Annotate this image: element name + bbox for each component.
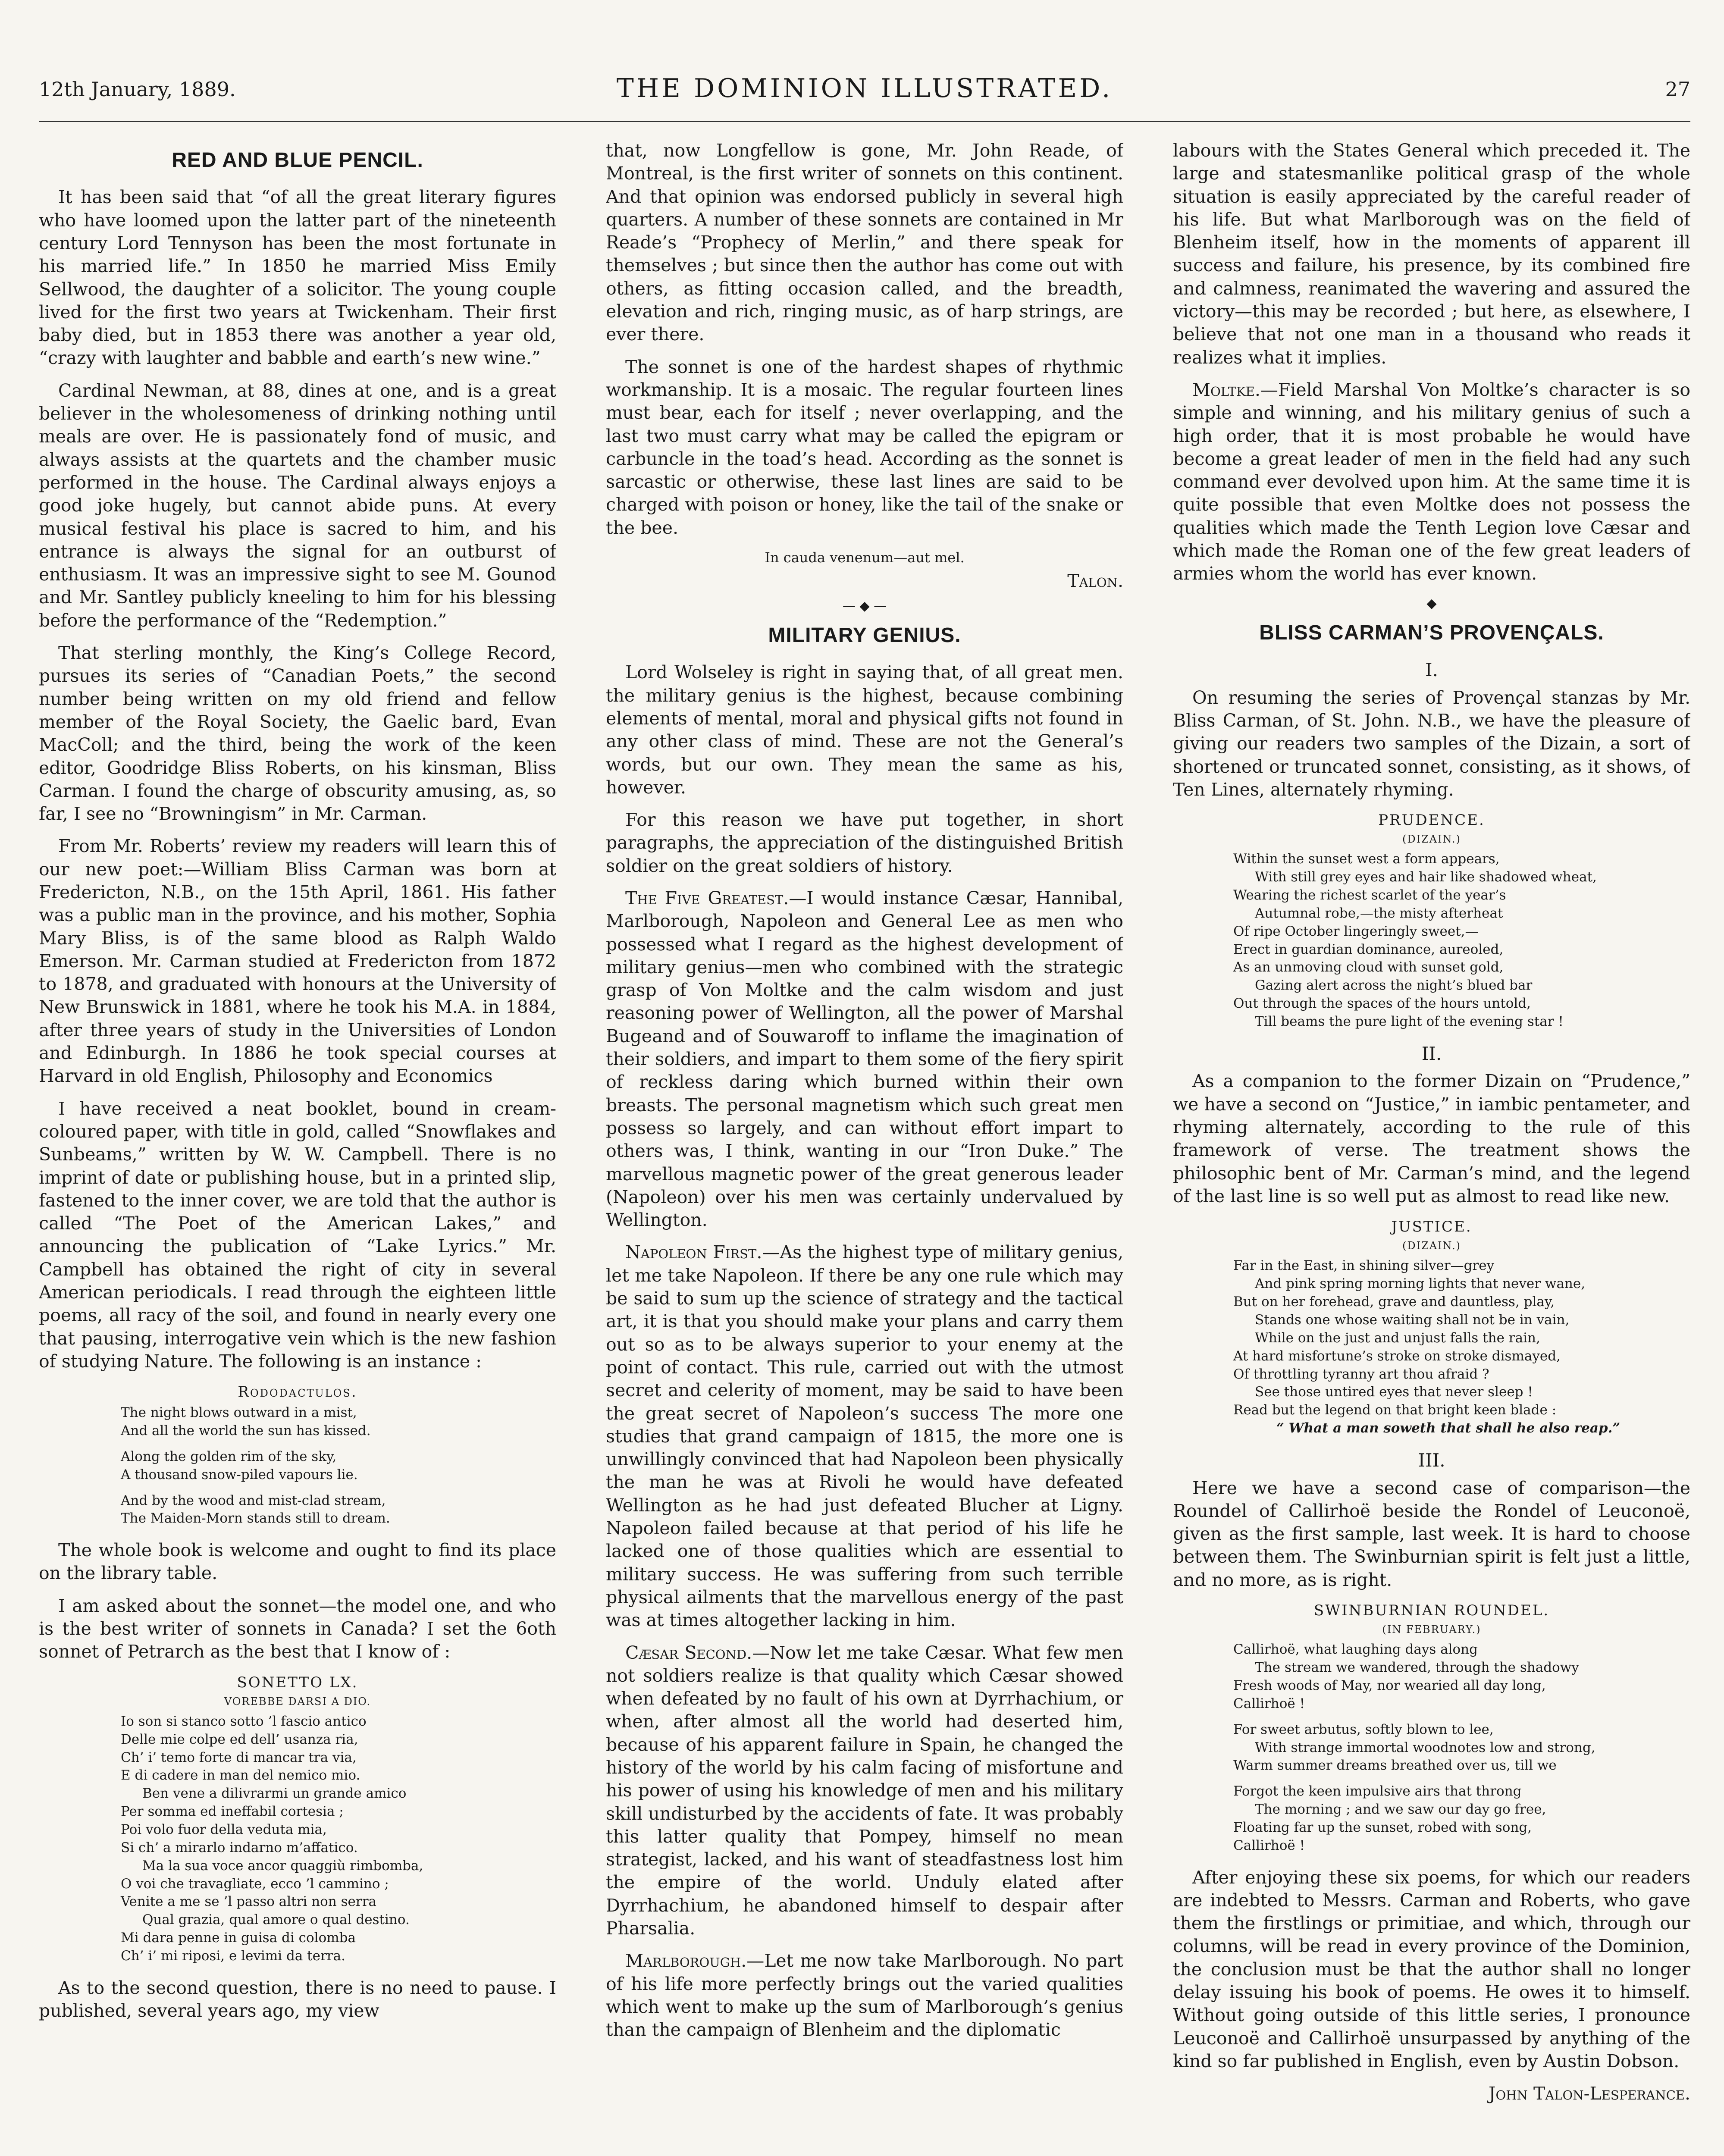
poem-line: Far in the East, in shining silver—grey [1233, 1258, 1495, 1274]
column-left [39, 139, 556, 2156]
section-number: III. [1418, 1449, 1445, 1471]
paragraph-body: —Now let me take Cæsar. What few men not soldiers realize is that quality which Cæsar showed when defeated by no fault of his own at Dyrrhachium, or when, after almost all the world had deserted him, because of his apparent failure in Spain, he changed the history of the world by his calm facing of misfortune and his power of using his knowledge of men and his military skill undisturbed by the accidents of fate. It was probably this latter quality that Pompey, himself no mean strategist, lacked, and his want of steadfastness lost him the empire of the world. Unduly elated after Dyrrhachium, he abandoned himself to despair after Pharsalia. [606, 1642, 1123, 1939]
paragraph: It has been said that “of all the great literary figures who have loomed upon the latter part of the nineteenth century Lord Tennyson has been the most fortunate in his married life.” In 1850 he married Miss Emily Sellwood, the daughter of a solicitor. The young couple lived for the first two years at Twickenham. Their first baby died, but in 1853 there was another a year old, “crazy with laughter and babble and earth’s new wine.” [39, 187, 556, 369]
poem-line: But on her forehead, grave and dauntless, play, [1233, 1294, 1555, 1310]
publication-title: THE DOMINION ILLUSTRATED. [616, 73, 1113, 103]
author-signature: Talon. [1067, 570, 1123, 591]
poem-line: Out through the spaces of the hours untold, [1233, 996, 1531, 1012]
latin-quote: In cauda venenum—aut mel. [765, 549, 965, 566]
paragraph [1173, 379, 1690, 586]
poem-justice [1173, 1217, 1690, 1438]
poem-line: Si ch’ a mirarlo indarno m’affatico. [121, 1839, 358, 1855]
poem-title: JUSTICE. [1391, 1218, 1472, 1236]
paragraph: As to the second question, there is no need to pause. I published, several years ago, my view [39, 1977, 556, 2021]
poem-line: Ben vene a dilivrarmi un grande amico [142, 1786, 407, 1802]
poem-line: E di cadere in man del nemico mio. [121, 1767, 360, 1783]
poem-line-italic: “ What a man soweth that shall he also reap.” [1276, 1420, 1621, 1436]
poem-line: At hard misfortune’s stroke on stroke dismayed, [1233, 1348, 1561, 1364]
paragraph-body: —As the highest type of military genius, let me take Napoleon. If there be any one rule which may be said to sum up the science of strategy and the tactical art, it is that you should make your plans and carry them out so as to be always superior to your enemy at the point of contact. This rule, carried out with the utmost secret and celerity of moment, may be said to have been the great secret of Napoleon’s success The more one studies that grand campaign of 1815, the more one is unwillingly convinced that had Napoleon been physically the man he was at Rivoli he would have defeated Wellington as he had just defeated Blucher at Ligny. Napoleon failed because at that period of his life he lacked one of those qualities which are essential to military success. He was suffering from such terrible physical ailments that the marvellous energy of the past was at times altogether lacking in him. [606, 1242, 1123, 1631]
paragraph: Here we have a second case of comparison—the Roundel of Callirhoë beside the Rondel of Leuconoë, given as the first sample, last week. It is hard to choose between them. The Swinburnian spirit is felt just a little, and no more, as is right. [1173, 1477, 1690, 1590]
poem-line: Till beams the pure light of the evening star ! [1255, 1013, 1564, 1029]
poem-line: A thousand snow-piled vapours lie. [121, 1467, 358, 1482]
paragraph: labours with the States General which preceded it. The large and statesmanlike political grasp of the whole situation is easily appreciated by the careful reader of his life. But what Marlborough was on the field of Blenheim itself, how in the moments of apparent ill success and failure, his presence, by its combined fire and calmness, reanimated the wavering and assured the victory—this may be recorded ; but here, as elsewhere, I believe that not one man in a thousand who reads it realizes what it implies. [1173, 140, 1690, 368]
poem-swinburnian-roundel [1173, 1601, 1690, 1855]
poem-line: Poi volo fuor della veduta mia, [121, 1822, 327, 1838]
poem-line: And all the world the sun has kissed. [121, 1423, 371, 1438]
paragraph: I have received a neat booklet, bound in cream-coloured paper, with title in gold, called “Snowflakes and Sunbeams,” written by W. W. Campbell. There is no imprint of date or publishing house, but in a printed slip, fastened to the inner cover, we are told that the author is called “The Poet of the American Lakes,” and announcing the publication of “Lake Lyrics.” Mr. Campbell has obtained the right of city in several American periodicals. I read through the eighteen little poems, all racy of the soil, and found in nearly every one that pausing, interrogative vein which is the new fashion of studying Nature. The following is an instance : [39, 1098, 556, 1372]
paragraph: The whole book is welcome and ought to find its place on the library table. [39, 1540, 556, 1584]
poem-line: Callirhoë ! [1233, 1837, 1305, 1853]
poem-line: The night blows outward in a mist, [121, 1405, 357, 1421]
poem-subtitle: (DIZAIN.) [1402, 833, 1461, 845]
poem-line: And by the wood and mist-clad stream, [121, 1492, 386, 1508]
paragraph-lead: Cæsar Second. [625, 1642, 752, 1663]
paragraph: that, now Longfellow is gone, Mr. John Reade, of Montreal, is the first writer of sonnets on this continent. And that opinion was endorsed publicly in several high quarters. A number of these sonnets are contained in Mr Reade’s “Prophecy of Merlin,” and there speak for themselves ; but since then the author has come out with others, as fitting occasion called, and the breadth, elevation and rich, ringing music, as of harp strings, are ever there. [606, 140, 1123, 345]
section-divider: — ◆ — [842, 598, 887, 614]
poem-line: Callirhoë, what laughing days along [1233, 1642, 1478, 1658]
poem-line: Qual grazia, qual amore o qual destino. [142, 1912, 410, 1928]
poem-line: Venite a me se ’l passo altri non serra [121, 1894, 377, 1910]
paragraph: I am asked about the sonnet—the model one, and who is the best writer of sonnets in Canada? I set the 6oth sonnet of Petrarch as the best that I know of : [39, 1595, 556, 1662]
poem-line: Fresh woods of May, nor wearied all day long, [1233, 1677, 1546, 1693]
poem-line: Ma la sua voce ancor quaggiù rimbomba, [142, 1858, 423, 1874]
poem-prudence [1173, 811, 1690, 1031]
paragraph [606, 1642, 1123, 1940]
paragraph-lead: Moltke. [1192, 379, 1260, 400]
paragraph: After enjoying these six poems, for which our readers are indebted to Messrs. Carman and Roberts, who gave them the firstlings or primitiae, and which, through our columns, will be read in every province of the Dominion, the conclusion must be that the author shall no longer delay issuing his book of poems. He owes it to himself. Without going outside of this little series, I pronounce Leuconoë and Callirhoë unsurpassed by anything of the kind so far published in English, even by Austin Dobson. [1173, 1867, 1690, 2071]
paragraph-lead: The Five Greatest. [625, 888, 789, 909]
poem-line: And pink spring morning lights that never wane, [1255, 1276, 1586, 1292]
poem-line: Forgot the keen impulsive airs that throng [1233, 1783, 1522, 1799]
poem-line: Of ripe October lingeringly sweet,— [1233, 923, 1479, 939]
poem-line: Ch’ i’ mi riposi, e levimi da terra. [121, 1948, 345, 1964]
newspaper-page [39, 65, 1690, 2156]
masthead [39, 65, 1690, 122]
paragraph: Lord Wolseley is right in saying that, of all great men. the military genius is the highest, because combining elements of mental, moral and physical gifts not found in any other class of mind. These are not the General’s words, but our own. They mean the same as his, however. [606, 662, 1123, 798]
poem-line: Floating far up the sunset, robed with song, [1233, 1819, 1532, 1835]
page-number: 27 [1665, 78, 1690, 101]
paragraph-body: —Let me now take Marlborough. No part of his life more perfectly brings out the varied qualities which went to make up the sum of Marlborough’s genius than the campaign of Blenheim and the diplomatic [606, 1950, 1123, 2040]
poem-title: Rododactulos. [238, 1383, 357, 1401]
poem-line: The morning ; and we saw our day go free, [1255, 1802, 1546, 1818]
paragraph: Cardinal Newman, at 88, dines at one, and is a great believer in the wholesomeness of drinking nothing until meals are over. He is passionately fond of music, and always assists at the quartets and the chamber music performed in the house. The Cardinal always enjoys a good joke hugely, but cannot abide puns. At every musical festival his place is sacred to him, and his entrance is always the signal for an outburst of enthusiasm. It was an impressive sight to see M. Gounod and Mr. Santley publicly kneeling to him for his blessing before the performance of the “Redemption.” [39, 380, 556, 631]
paragraph: The sonnet is one of the hardest shapes of rhythmic workmanship. It is a mosaic. The regular fourteen lines must bear, each for itself ; never overlapping, and the last two must carry what may be called the epigram or carbuncle in the toad’s head. According as the sonnet is sarcastic or otherwise, these last lines are said to be charged with poison or honey, like the tail of the snake or the bee. [606, 356, 1123, 538]
poem-line: Gazing alert across the night’s blued bar [1255, 978, 1533, 993]
poem-line: With still grey eyes and hair like shadowed wheat, [1255, 869, 1597, 885]
article-heading-military-genius: MILITARY GENIUS. [768, 624, 961, 647]
poem-line: Warm summer dreams breathed over us, till we [1233, 1758, 1557, 1774]
paragraph: That sterling monthly, the King’s College Record, pursues its series of “Canadian Poets,” the second number being written on my old friend and fellow member of the Royal Society, the Gaelic bard, Evan MacColl; and the third, being the work of the keen editor, Goodridge Bliss Roberts, on his kinsman, Bliss Carman. I found the charge of obscurity amusing, as, so far, I see no “Browningism” in Mr. Carman. [39, 642, 556, 824]
poem-line: Io son si stanco sotto ’l fascio antico [121, 1713, 367, 1729]
paragraph [606, 1241, 1123, 1632]
poem-line: Ch’ i’ temo forte di mancar tra via, [121, 1749, 357, 1765]
poem-line: The Maiden-Morn stands still to dream. [121, 1510, 390, 1526]
paragraph-body: —Field Marshal Von Moltke’s character is so simple and winning, and his military genius of such a high order, that it is most probable he would have become a great leader of men in the field had any such command ever devolved upon him. At the same time it is quite possible that even Moltke does not possess the qualities which made the Tenth Legion love Cæsar and which made the Roman one of the few great leaders of armies whom the world has ever known. [1173, 379, 1690, 584]
poem-line: With strange immortal woodnotes low and strong, [1255, 1739, 1595, 1755]
poem-title: SWINBURNIAN ROUNDEL. [1313, 1602, 1550, 1619]
poem-line: Wearing the richest scarlet of the year’s [1233, 887, 1506, 903]
column-middle [606, 139, 1123, 2156]
poem-line: O voi che travagliate, ecco ’l cammino ; [121, 1876, 389, 1892]
paragraph: As a companion to the former Dizain on “Prudence,” we have a second on “Justice,” in iambic pentameter, and rhyming alternately, according to the rule of this framework of verse. The treatment shows the philosophic bent of Mr. Carman’s mind, and the legend of the last line is so well put as almost to read like new. [1173, 1071, 1690, 1206]
poem-sonetto-lx [39, 1673, 556, 1965]
paragraph-lead: Marlborough. [625, 1950, 747, 1971]
poem-title: SONETTO LX. [237, 1673, 358, 1691]
poem-line: Of throttling tyranny art thou afraid ? [1233, 1366, 1489, 1382]
poem-line: Autumnal robe,—the misty afterheat [1255, 905, 1503, 921]
section-divider: ◆ [1426, 595, 1437, 611]
paragraph: On resuming the series of Provençal stanzas by Mr. Bliss Carman, of St. John. N.B., we have the pleasure of giving our readers two samples of the Dizain, a sort of shortened or truncated sonnet, consisting, as it shows, of Ten Lines, alternately rhyming. [1173, 687, 1690, 800]
article-heading-bliss-carmans-provencals: BLISS CARMAN’S PROVENÇALS. [1259, 621, 1604, 644]
poem-line: The stream we wandered, through the shadowy [1255, 1660, 1579, 1676]
poem-line: Erect in guardian dominance, aureoled, [1233, 941, 1504, 957]
poem-line: See those untired eyes that never sleep ! [1255, 1384, 1533, 1400]
paragraph-body: —I would instance Cæsar, Hannibal, Marlborough, Napoleon and General Lee as men who possessed what I regard as the highest development of military genius—men who combined with the strategic grasp of Von Moltke and the calm wisdom and just reasoning power of Wellington, all the power of Marshal Bugeand and of Souwaroff to inflame the imagination of their soldiers, and impart to them some of the fiery spirit of reckless daring which burned within their own breasts. The personal magnetism which such great men possess so largely, and can without effort impart to others was, I think, wanting in our “Iron Duke.” The marvellous magnetic power of the great generous leader (Napoleon) over his men was certainly undervalued by Wellington. [606, 888, 1123, 1231]
poem-subtitle: VOREBBE DARSI A DIO. [224, 1695, 371, 1708]
author-signature: John Talon-Lesperance. [1489, 2083, 1690, 2104]
issue-date: 12th January, 1889. [39, 78, 236, 101]
column-right [1173, 139, 1690, 2156]
article-columns [39, 139, 1690, 2156]
poem-line: Read but the legend on that bright keen blade : [1233, 1402, 1557, 1418]
poem-line: Stands one whose waiting shall not be in vain, [1255, 1312, 1570, 1328]
poem-rododactulos [39, 1382, 556, 1528]
poem-line: Mi dara penne in guisa di colomba [121, 1930, 356, 1946]
poem-title: PRUDENCE. [1378, 812, 1485, 829]
paragraph: From Mr. Roberts’ review my readers will learn this of our new poet:—William Bliss Carman was born at Fredericton, N.B., on the 15th April, 1861. His father was a public man in the province, and his mother, Sophia Mary Bliss, is of the same blood as Ralph Waldo Emerson. Mr. Carman studied at Fredericton from 1872 to 1878, and graduated with honours at the University of New Brunswick in 1881, where he took his M.A. in 1884, after three years of study in the Universities of London and Edinburgh. In 1886 he took special courses at Harvard in old English, Philosophy and Economics [39, 836, 556, 1087]
poem-line: Delle mie colpe ed dell’ usanza ria, [121, 1731, 358, 1747]
poem-line: For sweet arbutus, softly blown to lee, [1233, 1721, 1494, 1737]
poem-line: As an unmoving cloud with sunset gold, [1233, 959, 1504, 975]
section-number: II. [1421, 1043, 1442, 1064]
paragraph-lead: Napoleon First. [625, 1242, 762, 1263]
poem-line: Along the golden rim of the sky, [121, 1448, 337, 1464]
poem-line: Within the sunset west a form appears, [1233, 851, 1500, 867]
section-number: I. [1425, 659, 1438, 681]
paragraph: For this reason we have put together, in short paragraphs, the appreciation of the distinguished British soldier on the great soldiers of history. [606, 809, 1123, 876]
article-heading-red-and-blue-pencil: RED AND BLUE PENCIL. [172, 149, 423, 172]
poem-line: Per somma ed ineffabil cortesia ; [121, 1804, 344, 1820]
paragraph [606, 887, 1123, 1232]
poem-subtitle: (IN FEBRUARY.) [1382, 1623, 1481, 1636]
poem-line: While on the just and unjust falls the rain, [1255, 1330, 1540, 1346]
poem-subtitle: (DIZAIN.) [1402, 1240, 1461, 1252]
paragraph [606, 1949, 1123, 2041]
poem-line: Callirhoë ! [1233, 1695, 1305, 1711]
